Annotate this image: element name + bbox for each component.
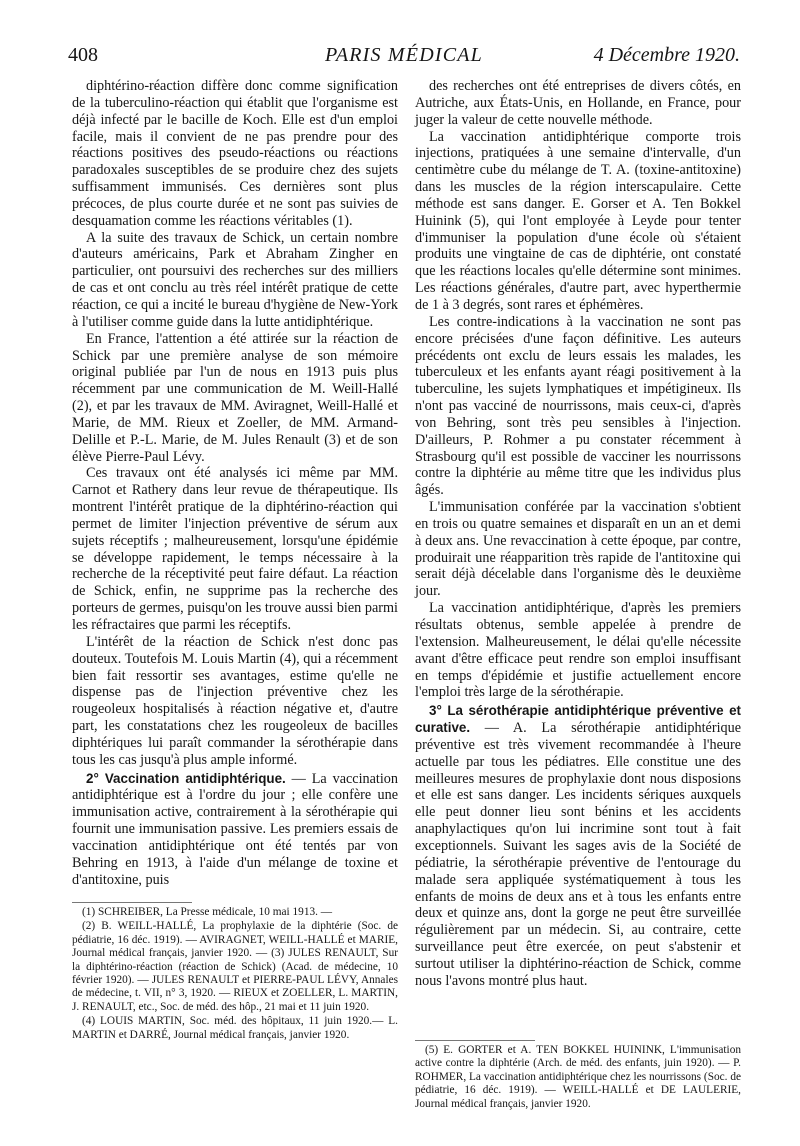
journal-title: PARIS MÉDICAL (325, 44, 483, 66)
left-column (72, 78, 398, 889)
right-column (415, 78, 741, 990)
body-paragraph: L'intérêt de la réaction de Schick n'est donc pas douteux. Toutefois M. Louis Martin (4), qui a récemment bien fait ressortir ses avantages, estime qu'elle ne dispense pas de l'injection préventive chez les rougeoleux hospitalisés à réaction négative et, d'autre part, les constatations chez les rougeoleux de bacilles diphtériques lui paraît commander la sérothérapie dans tous les cas jusqu'à plus ample informé. (72, 633, 398, 768)
section-heading: 2° Vaccination antidiphtérique. (86, 770, 286, 786)
section-heading: 3° La sérothérapie antidiphtérique préventive et curative. (415, 703, 741, 736)
footnote: (4) LOUIS MARTIN, Soc. méd. des hôpitaux, 11 juin 1920.— L. MARTIN et DARRÉ, Journal médical français, janvier 1920. (72, 1015, 398, 1041)
footnote: (1) SCHREIBER, La Presse médicale, 10 mai 1913. — (82, 906, 333, 918)
body-paragraph: L'immunisation conférée par la vaccination s'obtient en trois ou quatre semaines et disparaît en un an et demi à deux ans. Une revaccination à cette époque, par contre, produirait une réapparition très rapide de l'antitoxine qui serait déjà décelable dans l'organisme dès le deuxième jour. (415, 499, 741, 600)
footnote: (5) E. GORTER et A. TEN BOKKEL HUININK, L'immunisation active contre la diphtérie (Arch. de méd. des enfants, juin 1920). — P. ROHMER, La vaccination antidiphtérique chez les nourrissons (Soc. de pédiatrie, 16 déc. 1919). — WEILL-HALLÉ et DE LAULERIE, Journal médical français, janvier 1920. (415, 1044, 741, 1110)
footnote-divider-left (72, 902, 192, 903)
section-text: — A. La sérothérapie antidiphtérique préventive est très vivement recommandée à l'heure actuelle par tous les pédiatres. Elle constitue une des meilleures mesures de prophylaxie dont nous disposions et elle est sans danger. Les incidents sériques auxquels elle peut donner lieu sont bénins et les accidents anaphylactiques qu'on lui incrimine sont tout à fait exceptionnels. Suivant les sages avis de la Société de pédiatrie, la sérothérapie préventive de l'entourage du malade sera appliquée systématiquement à tous les enfants de moins de deux ans et à tous les enfants entre deux et quinze ans, dont la gorge ne peut être surveillée régulièrement par un médecin. Si, au contraire, cette surveillance peut être exercée, on peut s'abstenir et surtout utiliser la diphtérino-réaction de Schick, comme nous l'avons montré plus haut. (415, 720, 741, 989)
body-paragraph: Les contre-indications à la vaccination ne sont pas encore précisées d'une façon définitive. Les auteurs précédents ont exclu de leurs essais les malades, les tuberculeux et les enfants ayant réagi positivement à la tuberculine, les sujets lymphatiques et impétigineux. Ils n'ont pas vacciné de nourrissons, mais ceux-ci, d'après von Behring, sont très peu sensibles à l'injection. D'ailleurs, P. Rohmer a pu constater récemment à Strasbourg qu'il est possible de vacciner les nourrissons contre la diphtérie au même titre que les individus plus âgés. (415, 313, 741, 499)
body-paragraph: La vaccination antidiphtérique, d'après les premiers résultats obtenus, semble appelée à prendre de l'extension. Malheureusement, le délai qu'elle nécessite avant d'être efficace peut rendre son emploi insuffisant en temps d'épidémie et justifie actuellement encore l'emploi très large de la sérothérapie. (415, 600, 741, 701)
footnote: (2) B. WEILL-HALLÉ, La prophylaxie de la diphtérie (Soc. de pédiatrie, 16 déc. 1919). — AVIRAGNET, WEILL-HALLÉ et MARIE, Journal médical français, janvier 1920. — (3) JULES RENAULT, Sur la diphtérino-réaction (réaction de Schick) (Acad. de médecine, 10 février 1920). — JULES RENAULT et PIERRE-PAUL LÉVY, Annales de médecine, t. VII, n° 3, 1920. — RIEUX et ZOELLER, L. MARTIN, J. RENAULT, etc., Soc. de méd. des hôp., 21 mai et 11 juin 1920. (72, 920, 398, 1013)
footnote-divider-right (415, 1040, 535, 1041)
body-paragraph: En France, l'attention a été attirée sur la réaction de Schick par une première analyse de son mémoire original publiée par l'un de nous en 1913 puis plus récemment par une communication de M. Weill-Hallé (2), et par les travaux de MM. Aviragnet, Weill-Hallé et Marie, de MM. Rieux et Zoeller, de MM. Armand-Delille et P.-L. Marie, de M. Jules Renault (3) et de son élève Pierre-Paul Lévy. (72, 330, 398, 465)
body-paragraph: A la suite des travaux de Schick, un certain nombre d'auteurs américains, Park et Abraham Zingher en particulier, ont poursuivi des recherches sur des milliers de cas et ont conclu au très réel intérêt pratique de cette réaction, ce qui a incité le bureau d'hygiène de New-York à l'utiliser comme guide dans la lutte antidiphtérique. (72, 229, 398, 330)
body-paragraph: diphtérino-réaction diffère donc comme signification de la tuberculino-réaction qui établit que l'organisme est déjà infecté par le bacille de Koch. Elle est d'un emploi facile, mais il convient de ne pas prendre pour des réactions positives des pseudo-réactions ou réactions paradoxales susceptibles de se produire chez des sujets suffisamment immunisés. Ces dernières sont plus précoces, de plus courte durée et ne sont pas suivies de desquamation comme les réactions véritables (1). (72, 78, 398, 229)
body-paragraph: Ces travaux ont été analysés ici même par MM. Carnot et Rathery dans leur revue de thérapeutique. Ils montrent l'intérêt pratique de la diphtérino-réaction qui permet de limiter l'injection préventive de sérum aux sujets réceptifs ; malheureusement, lorsqu'une épidémie se développe rapidement, le temps nécessaire à la recherche de la réceptivité peut faire défaut. La réaction de Schick, enfin, ne supprime pas la recherche des porteurs de germes, puisqu'on les trouve aussi bien parmi les réfractaires que parmi les réceptifs. (72, 465, 398, 633)
section-paragraph (415, 703, 741, 989)
section-text: — La vaccination antidiphtérique est à l'ordre du jour ; elle confère une immunisation active, contrairement à la sérothérapie qui fournit une immunisation passive. Les premiers essais de vaccination antidiphtérique ont été tentés par von Behring en 1913, à l'aide d'un mélange de toxine et d'antitoxine, puis (72, 770, 398, 888)
body-paragraph: des recherches ont été entreprises de divers côtés, en Autriche, aux États-Unis, en Hollande, en France, pour juger la valeur de cette nouvelle méthode. (415, 78, 741, 128)
section-paragraph (72, 771, 398, 889)
page-number: 408 (68, 44, 98, 66)
body-paragraph: La vaccination antidiphtérique comporte trois injections, pratiquées à une semaine d'intervalle, d'un centimètre cube du mélange de T. A. (toxine-antitoxine) dans les muscles de la région interscapulaire. Cette méthode est sans danger. E. Gorser et A. Ten Bokkel Huinink (5), qui l'ont employée à Leyde pour tenter d'immuniser la population d'une école où s'étaient produits une vingtaine de cas de diphtérie, ont constaté que les réactions locales qu'elle détermine sont minimes. Les réactions générales, d'autre part, avec hyperthermie de 1 à 3 degrés, sont rares et éphémères. (415, 128, 741, 313)
footnotes-left (72, 906, 398, 1043)
issue-date: 4 Décembre 1920. (593, 44, 740, 66)
footnotes-right (415, 1044, 741, 1112)
page-header (68, 44, 740, 74)
